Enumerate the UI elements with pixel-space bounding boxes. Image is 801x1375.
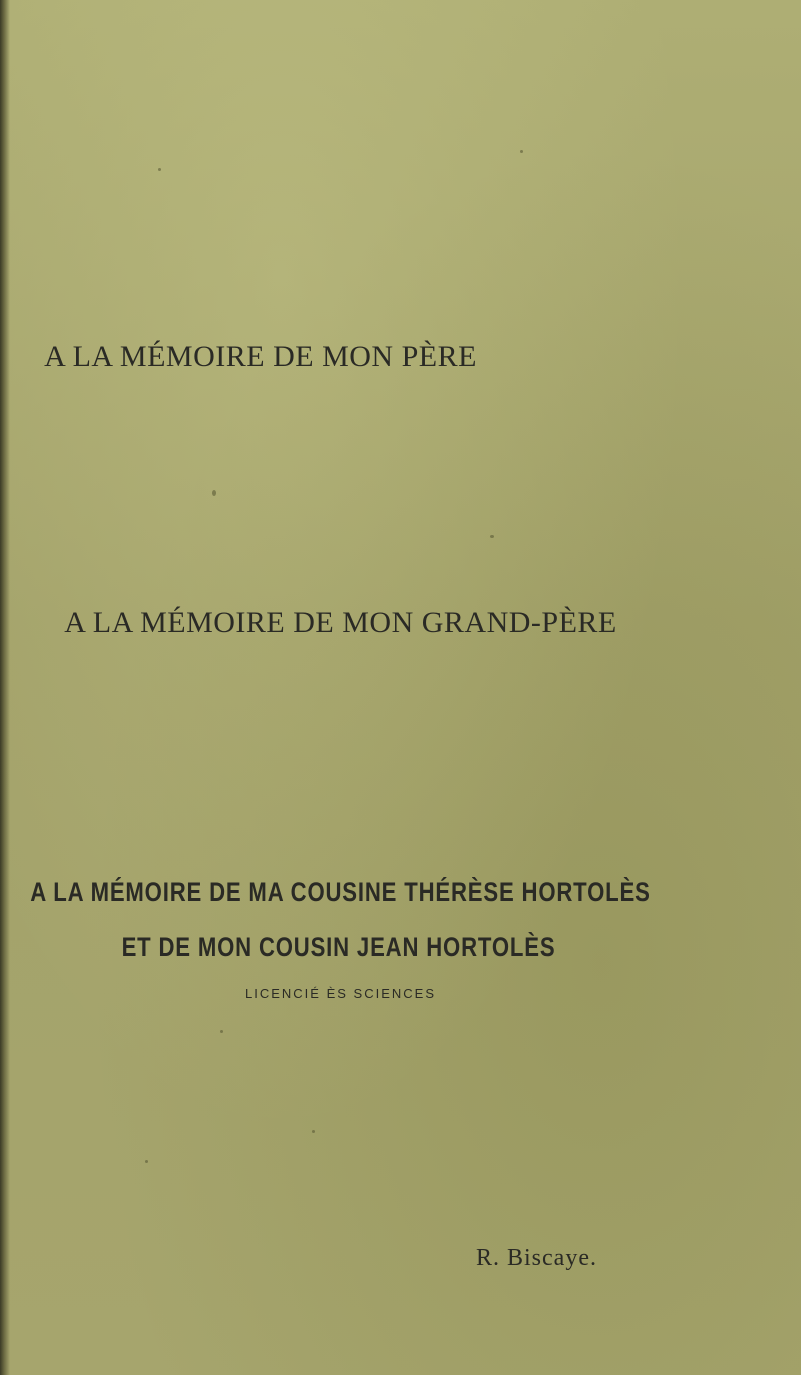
paper-speck (212, 490, 216, 496)
paper-speck (158, 168, 161, 171)
paper-speck (490, 535, 494, 538)
dedication-cousin-jean: ET DE MON COUSIN JEAN HORTOLÈS (121, 932, 556, 962)
dedication-cousin-therese: A LA MÉMOIRE DE MA COUSINE THÉRÈSE HORTOLÈS (30, 877, 651, 907)
paper-speck (312, 1130, 315, 1133)
dedication-father: A LA MÉMOIRE DE MON PÈRE (44, 340, 477, 373)
paper-speck (520, 150, 523, 153)
dedication-cousin-title: LICENCIÉ ÈS SCIENCES (245, 986, 436, 1001)
paper-speck (220, 1030, 223, 1033)
page-binding-edge (0, 0, 10, 1375)
author-signature: R. Biscaye. (476, 1245, 597, 1271)
paper-speck (145, 1160, 148, 1163)
dedication-grandfather: A LA MÉMOIRE DE MON GRAND-PÈRE (64, 606, 617, 639)
